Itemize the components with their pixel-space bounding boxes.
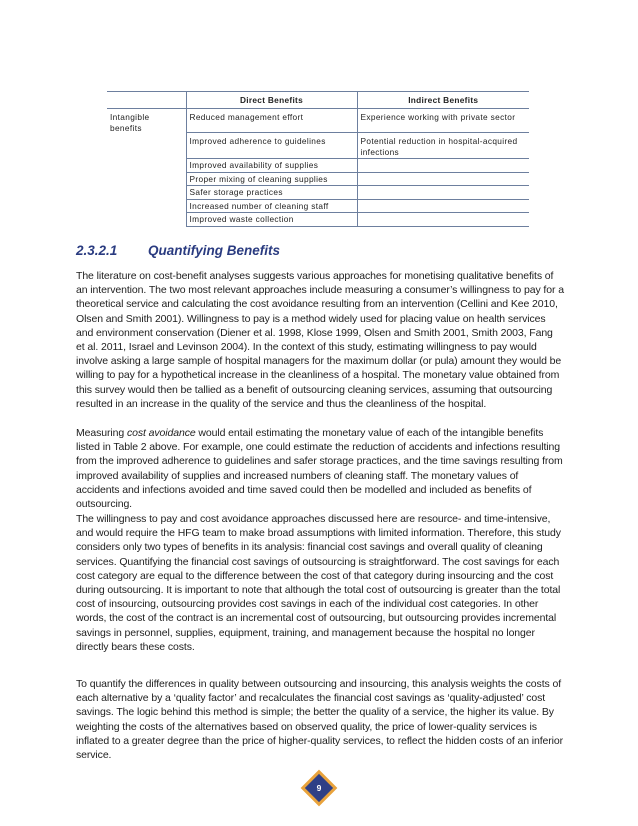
paragraph-text: Measuring (76, 427, 127, 439)
direct-benefit-cell: Proper mixing of cleaning supplies (186, 172, 357, 186)
direct-benefit-cell: Improved adherence to guidelines (186, 133, 357, 159)
indirect-benefit-cell: Potential reduction in hospital-acquired infections (357, 133, 529, 159)
direct-benefit-cell: Improved waste collection (186, 213, 357, 227)
page-number-badge (304, 773, 334, 803)
page-number: 9 (316, 783, 322, 793)
section-heading (76, 243, 280, 258)
paragraph-cost-avoidance (76, 426, 564, 511)
direct-benefit-cell: Reduced management effort (186, 109, 357, 133)
direct-benefit-cell: Increased number of cleaning staff (186, 199, 357, 213)
section-title: Quantifying Benefits (148, 243, 281, 258)
table-row (107, 109, 529, 133)
indirect-benefit-cell: Experience working with private sector (357, 109, 529, 133)
header-direct-benefits: Direct Benefits (186, 92, 357, 109)
indirect-benefit-cell (357, 172, 529, 186)
emphasis-cost-avoidance: cost avoidance (126, 427, 196, 439)
indirect-benefit-cell (357, 199, 529, 213)
header-blank-cell (107, 92, 186, 109)
benefits-table (107, 91, 529, 227)
indirect-benefit-cell (357, 159, 529, 173)
paragraph-cost-savings: The willingness to pay and cost avoidance approaches discussed here are resource- and time-intensive, and would require the HFG team to make broad assumptions with limited information. Therefore, this study considers only two types of benefits in its analysis: financial cost savings and overall quality of cleaning services. Quantifying the financial cost savings of outsourcing is straightforward. The cost savings for each cost category are equal to the difference between the cost of that category during insourcing and the cost during outsourcing. It is important to note that although the total cost of outsourcing is greater than the total cost of insourcing, outsourcing provides cost savings in each of the individual cost categories. In other words, the cost of the contract is an incremental cost of outsourcing, but outsourcing provides incremental savings in personnel, supplies, equipment, training, and management because the hospital no longer directly bears these costs. (76, 513, 561, 653)
indirect-benefit-cell (357, 213, 529, 227)
row-label-intangible-benefits: Intangible benefits (107, 109, 186, 227)
section-number: 2.3.2.1 (76, 243, 118, 258)
paragraph-willingness-to-pay: The literature on cost-benefit analyses suggests various approaches for monetising qualitative benefits of an intervention. The two most relevant approaches include measuring a consumer’s willingness to pay for a theoretical service and calculating the cost avoidance resulting from an intervention (Cellini and Kee 2010, Olsen and Smith 2001). Willingness to pay is a method widely used for placing value on health services and environment conservation (Diener et al. 1998, Klose 1999, Olsen and Smith 2001, Smith 2003, Fang et al. 2011, Israel and Levinson 2004). In the context of this study, estimating willingness to pay would involve asking a large sample of hospital managers for the maximum dollar (or pula) amount they would be willing to pay for a hypothetical increase in the cleanliness of a hospital. The monetary value obtained from this survey would then be tallied as a benefit of outsourcing cleaning services, assuming that outsourcing resulted in an increase in the quality of the service and thus the cleanliness of the hospital. (76, 270, 564, 410)
direct-benefit-cell: Improved availability of supplies (186, 159, 357, 173)
paragraph-quality-adjustment: To quantify the differences in quality between outsourcing and insourcing, this analysis weights the costs of each alternative by a ‘quality factor’ and recalculates the financial cost savings as ‘quality-adjusted’ cost savings. The logic behind this method is simple; the better the quality of a service, the higher its value. By weighting the costs of the alternatives based on observed quality, the price of lower-quality services is inflated to a greater degree than the price of higher-quality services, to reflect the hidden costs of an inferior service. (76, 678, 564, 762)
paragraph-text: would entail estimating the monetary value of each of the intangible benefits listed in Table 2 above. For example, one could estimate the reduction of accidents and infections resulting from the improved adherence to guidelines and safer storage practices, and the time savings resulting from improved availability of supplies and increased numbers of cleaning staff. The monetary values of accidents and infections avoided and time saved could then be modelled and included as benefits of outsourcing. (76, 427, 563, 511)
header-indirect-benefits: Indirect Benefits (357, 92, 529, 109)
table-header-row (107, 92, 529, 109)
direct-benefit-cell: Safer storage practices (186, 186, 357, 200)
indirect-benefit-cell (357, 186, 529, 200)
